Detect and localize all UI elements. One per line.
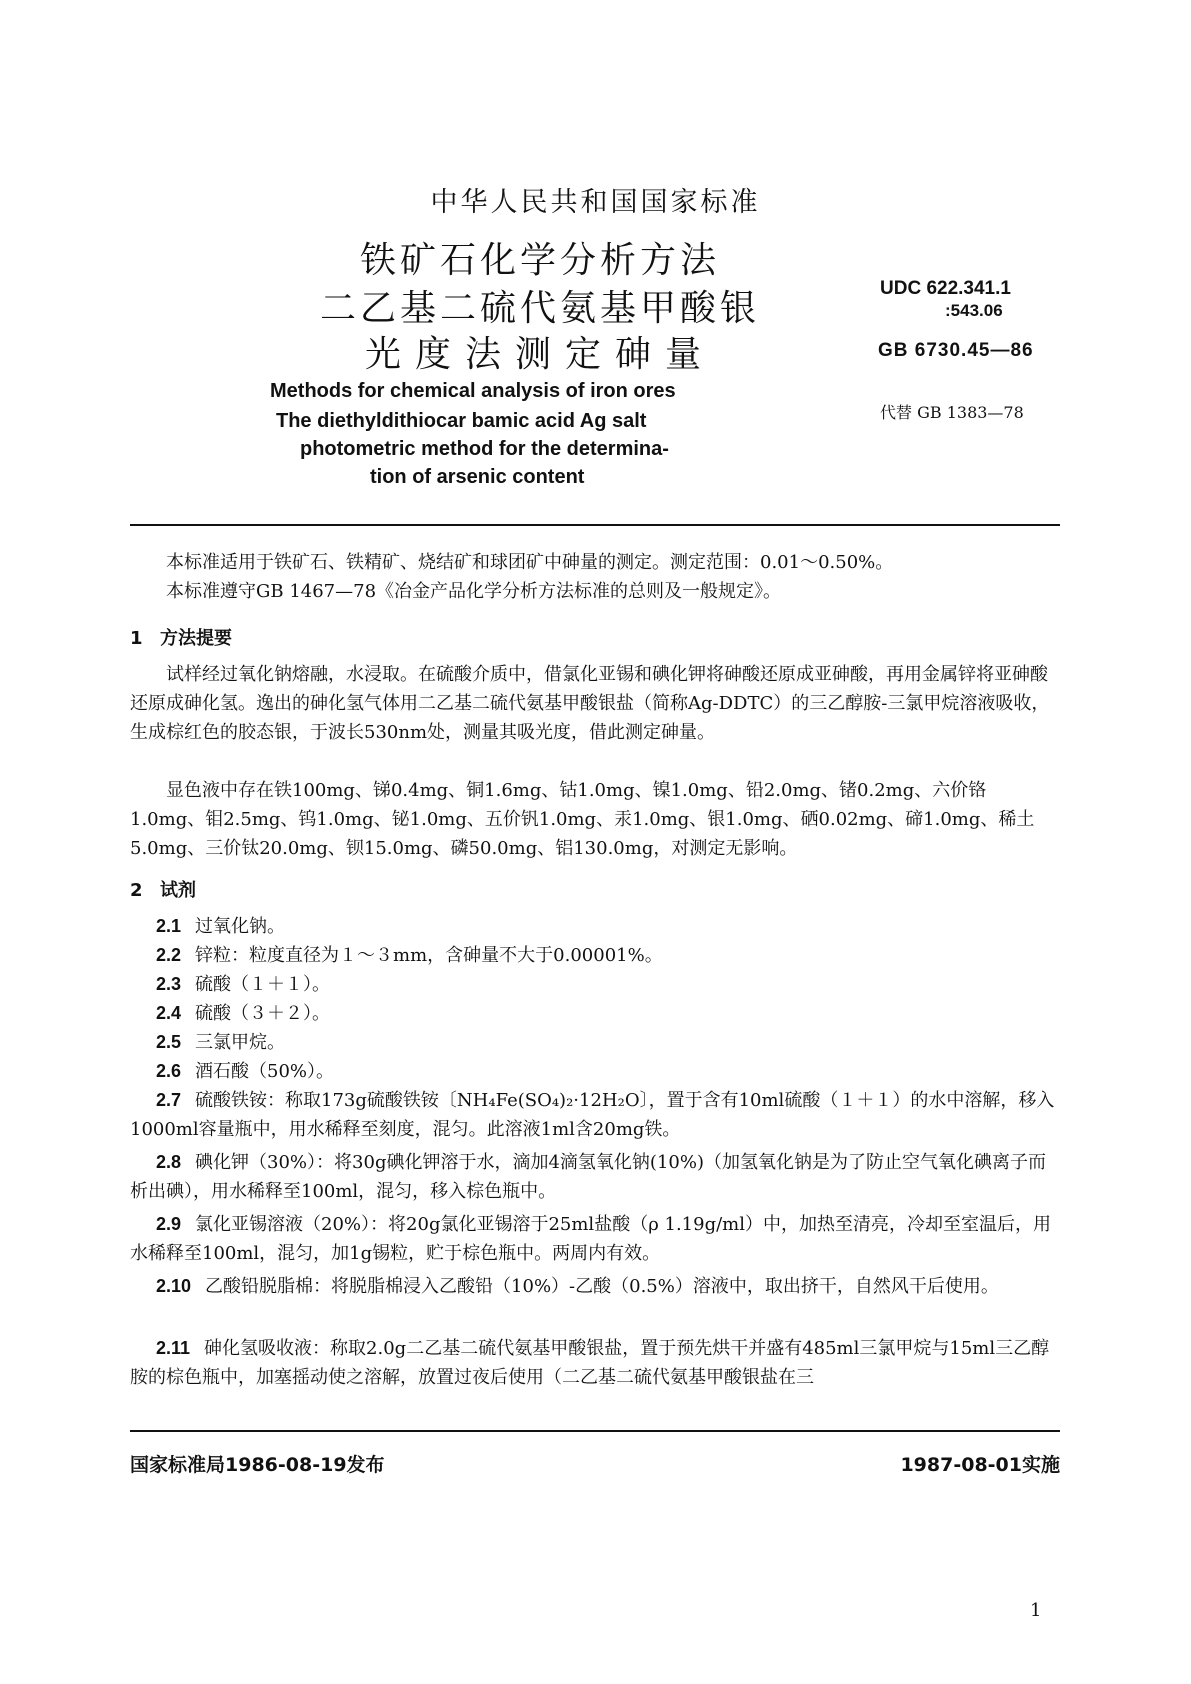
udc-code: UDC 622.341.1 [880, 278, 1011, 299]
item-number: 2.1 [156, 916, 182, 936]
replaces-note: 代替 GB 1383—78 [880, 403, 1024, 422]
section-2-number: 2 [130, 880, 143, 901]
reagent-item [130, 1210, 1060, 1268]
item-text: 碘化钾（30%）：将30g碘化钾溶于水，滴加4滴氢氧化钠(10%)（加氢氧化钠是为了防止空气氧化碘离子而析出碘），用水稀释至100ml，混匀，移入棕色瓶中。 [130, 1152, 1046, 1202]
item-text: 硫酸（１＋１）。 [195, 974, 331, 995]
item-text: 三氯甲烷。 [195, 1032, 286, 1053]
item-text: 乙酸铅脱脂棉：将脱脂棉浸入乙酸铅（10%）-乙酸（0.5%）溶液中，取出挤干，自然风干后使用。 [205, 1276, 999, 1297]
title-line-3: 光度法测定砷量 [364, 334, 715, 375]
item-number: 2.7 [156, 1090, 182, 1110]
item-text: 氯化亚锡溶液（20%）：将20g氯化亚锡溶于25ml盐酸（ρ 1.19g/ml）中，加热至清亮，冷却至室温后，用水稀释至100ml，混匀，加1g锡粒，贮于棕色瓶中。两周内有效。 [130, 1214, 1051, 1264]
english-title-line-4: tion of arsenic content [370, 466, 585, 488]
item-text: 硫酸（３＋２）。 [195, 1003, 331, 1024]
item-number: 2.11 [156, 1338, 191, 1358]
page-number: 1 [1030, 1600, 1042, 1621]
section-1-heading [130, 624, 232, 650]
section-1-interferences: 显色液中存在铁100mg、锑0.4mg、铜1.6mg、钴1.0mg、镍1.0mg、铅2.0mg、锗0.2mg、六价铬1.0mg、钼2.5mg、钨1.0mg、铋1.0mg、五价钒1.0mg、汞1.0mg、银1.0mg、硒0.02mg、碲1.0mg、稀土5.0mg、三价钛20.0mg、钡15.0mg、磷50.0mg、铝130.0mg，对测定无影响。 [130, 780, 1035, 859]
item-text: 酒石酸（50%）。 [195, 1061, 335, 1082]
item-text: 砷化氢吸收液：称取2.0g二乙基二硫代氨基甲酸银盐，置于预先烘干并盛有485ml三氯甲烷与15ml三乙醇胺的棕色瓶中，加塞摇动使之溶解，放置过夜后使用（二乙基二硫代氨基甲酸银盐在三 [130, 1338, 1050, 1388]
english-title-line-2: The diethyldithiocar bamic acid Ag salt [276, 410, 647, 432]
effective-date: 1987-08-01实施 [900, 1454, 1060, 1476]
title-line-2: 二乙基二硫代氨基甲酸银 [319, 288, 760, 329]
standard-number: GB 6730.45—86 [878, 340, 1034, 361]
section-1-principle: 试样经过氧化钠熔融，水浸取。在硫酸介质中，借氯化亚锡和碘化钾将砷酸还原成亚砷酸，再用金属锌将亚砷酸还原成砷化氢。逸出的砷化氢气体用二乙基二硫代氨基甲酸银盐（简称Ag-DDTC）的三乙醇胺-三氯甲烷溶液吸收，生成棕红色的胶态银，于波长530nm处，测量其吸光度，借此测定砷量。 [130, 664, 1050, 743]
item-text: 过氧化钠。 [195, 916, 286, 937]
item-number: 2.3 [156, 974, 182, 994]
item-number: 2.8 [156, 1152, 182, 1172]
section-1-title: 方法提要 [160, 628, 232, 649]
reagent-item [130, 999, 1060, 1028]
reagent-item [130, 1334, 1060, 1392]
section-1-number: 1 [130, 628, 143, 649]
header-divider [130, 524, 1060, 526]
udc-code-suffix: :543.06 [945, 301, 1003, 320]
intro-compliance: 本标准遵守GB 1467—78《冶金产品化学分析方法标准的总则及一般规定》。 [166, 581, 782, 602]
footer-divider [130, 1430, 1060, 1432]
item-number: 2.2 [156, 945, 182, 965]
section-2-title: 试剂 [160, 880, 196, 901]
reagent-item [130, 1272, 1060, 1301]
reagent-item [130, 912, 1060, 941]
intro-scope: 本标准适用于铁矿石、铁精矿、烧结矿和球团矿中砷量的测定。测定范围：0.01～0.50%。 [166, 552, 894, 573]
english-title-line-3: photometric method for the determina- [300, 438, 669, 460]
reagent-item [130, 970, 1060, 999]
reagent-item [130, 941, 1060, 970]
reagent-item [130, 1086, 1060, 1144]
reagent-item [130, 1028, 1060, 1057]
reagent-item [130, 1148, 1060, 1206]
issuing-organization: 中华人民共和国国家标准 [430, 187, 761, 218]
item-number: 2.5 [156, 1032, 182, 1052]
english-title-line-1: Methods for chemical analysis of iron ores [270, 380, 676, 402]
item-number: 2.10 [156, 1276, 192, 1296]
item-number: 2.9 [156, 1214, 182, 1234]
section-2-heading [130, 876, 196, 902]
item-number: 2.4 [156, 1003, 182, 1023]
item-text: 锌粒：粒度直径为１～３mm，含砷量不大于0.00001%。 [195, 945, 663, 966]
title-line-1: 铁矿石化学分析方法 [359, 240, 720, 281]
item-text: 硫酸铁铵：称取173g硫酸铁铵〔NH₄Fe(SO₄)₂·12H₂O〕，置于含有10ml硫酸（１＋１）的水中溶解，移入1000ml容量瓶中，用水稀释至刻度，混匀。此溶液1ml含20mg铁。 [130, 1090, 1055, 1140]
reagent-item [130, 1057, 1060, 1086]
item-number: 2.6 [156, 1061, 182, 1081]
issue-date: 国家标准局1986-08-19发布 [130, 1454, 385, 1476]
